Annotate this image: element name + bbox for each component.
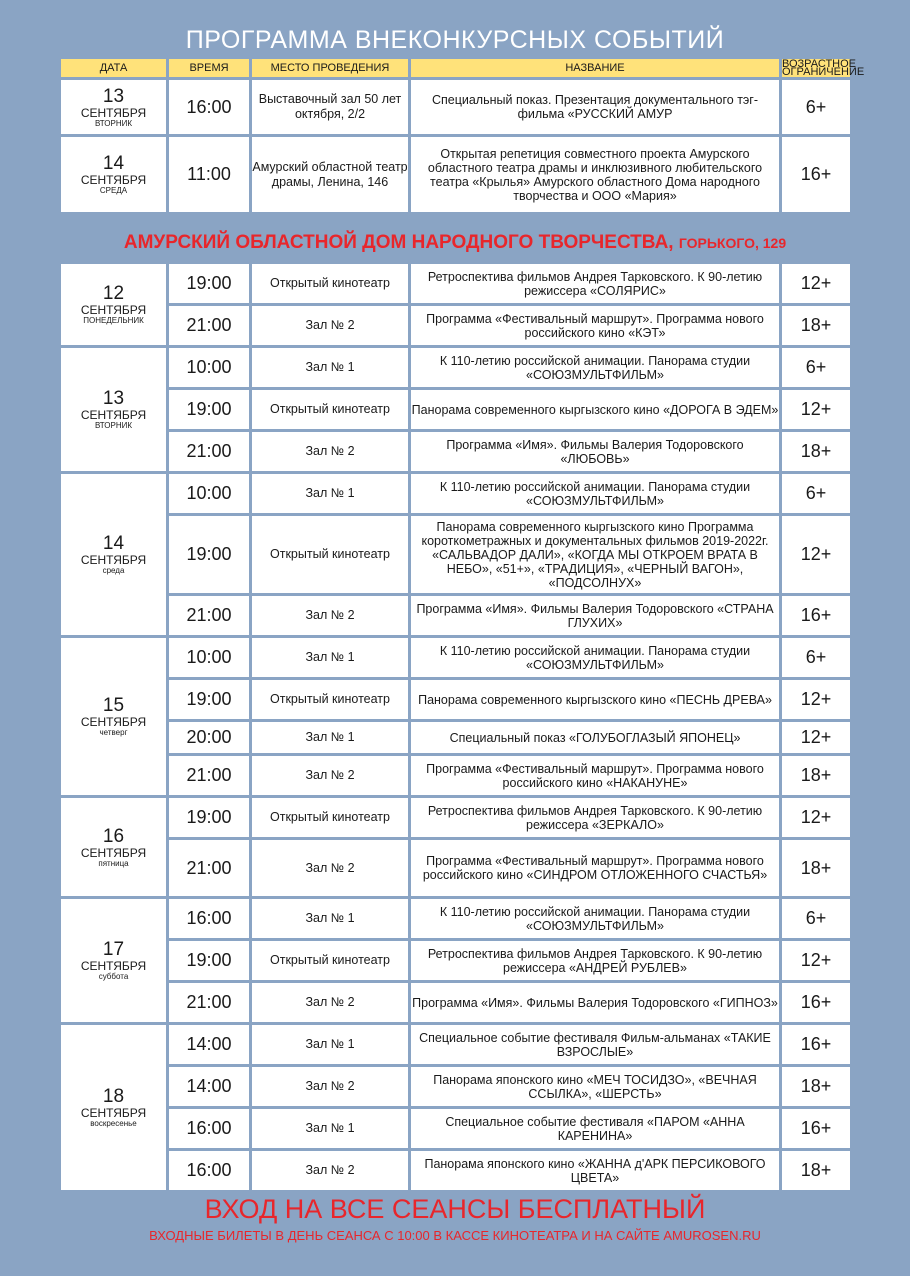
table-row: [61, 596, 850, 635]
date-cell: [61, 798, 166, 896]
top-events-table: [58, 56, 865, 215]
event-age: 6+: [782, 474, 850, 513]
event-venue: Зал № 2: [252, 306, 408, 345]
date-cell: [61, 899, 166, 1022]
date-month: СЕНТЯБРЯ: [80, 553, 147, 567]
event-time: 10:00: [169, 474, 249, 513]
event-time: 19:00: [169, 390, 249, 429]
event-age: 12+: [782, 264, 850, 303]
table-row: [61, 941, 850, 980]
event-time: 21:00: [169, 983, 249, 1022]
event-time: 21:00: [169, 432, 249, 471]
date-day: 18: [102, 1086, 125, 1107]
event-name: Панорама японского кино «ЖАННА д'АРК ПЕРСИКОВОГО ЦВЕТА»: [411, 1151, 779, 1190]
event-venue: Зал № 1: [252, 348, 408, 387]
date-weekday: СРЕДА: [99, 186, 128, 195]
section-title: [0, 232, 910, 254]
event-name: Программа «Фестивальный маршрут». Программа нового российского кино «НАКАНУНЕ»: [411, 756, 779, 795]
header-name: НАЗВАНИЕ: [411, 59, 779, 77]
event-time: 16:00: [169, 1109, 249, 1148]
event-name: Программа «Фестивальный маршрут». Программа нового российского кино «КЭТ»: [411, 306, 779, 345]
event-name: Специальное событие фестиваля Фильм-альманах «ТАКИЕ ВЗРОСЛЫЕ»: [411, 1025, 779, 1064]
date-month: СЕНТЯБРЯ: [80, 1106, 147, 1120]
event-age: 6+: [782, 348, 850, 387]
event-name: К 110-летию российской анимации. Панорама студии «СОЮЗМУЛЬТФИЛЬМ»: [411, 638, 779, 677]
event-venue: Зал № 1: [252, 722, 408, 753]
event-name: К 110-летию российской анимации. Панорама студии «СОЮЗМУЛЬТФИЛЬМ»: [411, 899, 779, 938]
date-day: 14: [102, 153, 125, 174]
event-venue: Выставочный зал 50 лет октября, 2/2: [252, 80, 408, 134]
event-venue: Амурский областной театр драмы, Ленина, 146: [252, 137, 408, 212]
table-row: [61, 516, 850, 593]
date-weekday: четверг: [99, 728, 128, 737]
event-time: 14:00: [169, 1025, 249, 1064]
date-month: СЕНТЯБРЯ: [80, 408, 147, 422]
event-name: Панорама современного кыргызского кино «ПЕСНЬ ДРЕВА»: [411, 680, 779, 719]
event-venue: Зал № 2: [252, 840, 408, 896]
date-weekday: суббота: [98, 972, 129, 981]
event-venue: Открытый кинотеатр: [252, 264, 408, 303]
table-row: [61, 680, 850, 719]
date-cell: [61, 348, 166, 471]
table-row: [61, 137, 850, 212]
event-age: 12+: [782, 798, 850, 837]
date-day: 13: [102, 388, 125, 409]
event-age: 6+: [782, 899, 850, 938]
ticket-info: ВХОДНЫЕ БИЛЕТЫ В ДЕНЬ СЕАНСА С 10:00 В КАССЕ КИНОТЕАТРА И НА САЙТЕ AMUROSEN.RU: [149, 1228, 761, 1243]
date-weekday: пятница: [98, 858, 129, 868]
date-day: 15: [102, 695, 125, 716]
date-month: СЕНТЯБРЯ: [80, 845, 147, 860]
table-row: [61, 1067, 850, 1106]
event-time: 11:00: [169, 137, 249, 212]
event-age: 16+: [782, 1025, 850, 1064]
event-venue: Зал № 2: [252, 983, 408, 1022]
date-cell: [61, 80, 166, 134]
date-cell: [61, 474, 166, 635]
date-day: 12: [102, 283, 125, 304]
event-name: Специальное событие фестиваля «ПАРОМ «АННА КАРЕНИНА»: [411, 1109, 779, 1148]
event-name: К 110-летию российской анимации. Панорама студии «СОЮЗМУЛЬТФИЛЬМ»: [411, 348, 779, 387]
event-name: Открытая репетиция совместного проекта Амурского областного театра драмы и инклюзивного любительского театра «Крылья» Амурского областного Дома народного творчества и ООО «Мария»: [411, 137, 779, 212]
date-day: 13: [102, 85, 125, 107]
event-time: 21:00: [169, 756, 249, 795]
table-row: [61, 432, 850, 471]
header-venue: МЕСТО ПРОВЕДЕНИЯ: [252, 59, 408, 77]
event-time: 10:00: [169, 638, 249, 677]
table-row: [61, 899, 850, 938]
table-row: [61, 474, 850, 513]
event-venue: Зал № 2: [252, 1067, 408, 1106]
date-cell: [61, 1025, 166, 1190]
event-name: Панорама японского кино «МЕЧ ТОСИДЗО», «ВЕЧНАЯ ССЫЛКА», «ШЕРСТЬ»: [411, 1067, 779, 1106]
event-venue: Зал № 2: [252, 432, 408, 471]
event-age: 6+: [782, 638, 850, 677]
event-name: Ретроспектива фильмов Андрея Тарковского. К 90-летию режиссера «АНДРЕЙ РУБЛЕВ»: [411, 941, 779, 980]
event-venue: Зал № 1: [252, 474, 408, 513]
event-venue: Открытый кинотеатр: [252, 516, 408, 593]
event-venue: Зал № 2: [252, 1151, 408, 1190]
event-time: 19:00: [169, 516, 249, 593]
date-weekday: воскресенье: [90, 1119, 137, 1128]
event-time: 19:00: [169, 798, 249, 837]
event-age: 18+: [782, 1151, 850, 1190]
header-time: ВРЕМЯ: [169, 59, 249, 77]
date-month: СЕНТЯБРЯ: [80, 715, 147, 729]
header-age: ВОЗРАСТНОЕ ОГРАНИЧЕНИЕ: [782, 58, 865, 78]
table-row: [61, 264, 850, 303]
section-name: АМУРСКИЙ ОБЛАСТНОЙ ДОМ НАРОДНОГО ТВОРЧЕСТВА,: [123, 232, 674, 253]
event-time: 21:00: [169, 306, 249, 345]
event-age: 12+: [782, 680, 850, 719]
table-row: [61, 1151, 850, 1190]
event-name: Ретроспектива фильмов Андрея Тарковского. К 90-летию режиссера «СОЛЯРИС»: [411, 264, 779, 303]
table-row: [61, 638, 850, 677]
event-venue: Зал № 2: [252, 596, 408, 635]
event-venue: Зал № 1: [252, 899, 408, 938]
date-weekday: ВТОРНИК: [94, 421, 133, 430]
event-name: Программа «Фестивальный маршрут». Программа нового российского кино «СИНДРОМ ОТЛОЖЕННОГО СЧАСТЬЯ»: [411, 840, 779, 896]
table-row: [61, 983, 850, 1022]
event-age: 12+: [782, 516, 850, 593]
date-day: 17: [102, 939, 125, 960]
event-age: 18+: [782, 840, 850, 896]
table-row: [61, 306, 850, 345]
date-month: СЕНТЯБРЯ: [80, 303, 147, 317]
table-row: [61, 756, 850, 795]
event-name: Ретроспектива фильмов Андрея Тарковского. К 90-летию режиссера «ЗЕРКАЛО»: [411, 798, 779, 837]
header-date: ДАТА: [61, 59, 166, 77]
event-venue: Открытый кинотеатр: [252, 390, 408, 429]
table-row: [61, 840, 850, 896]
event-name: Программа «Имя». Фильмы Валерия Тодоровского «ГИПНОЗ»: [411, 983, 779, 1022]
event-age: 16+: [782, 137, 850, 212]
table-row: [61, 390, 850, 429]
event-venue: Открытый кинотеатр: [252, 680, 408, 719]
date-cell: [61, 137, 166, 212]
event-age: 16+: [782, 596, 850, 635]
event-time: 16:00: [169, 1151, 249, 1190]
event-time: 16:00: [169, 899, 249, 938]
event-name: Специальный показ. Презентация документального тэг-фильма «РУССКИЙ АМУР: [411, 80, 779, 134]
table-row: [61, 1109, 850, 1148]
date-cell: [61, 638, 166, 795]
event-time: 10:00: [169, 348, 249, 387]
event-name: Панорама современного кыргызского кино «ДОРОГА В ЭДЕМ»: [411, 390, 779, 429]
date-month: СЕНТЯБРЯ: [80, 173, 147, 187]
free-entry-notice: ВХОД НА ВСЕ СЕАНСЫ БЕСПЛАТНЫЙ: [204, 1194, 706, 1224]
event-time: 20:00: [169, 722, 249, 753]
event-age: 6+: [782, 80, 850, 134]
event-time: 19:00: [169, 264, 249, 303]
event-time: 19:00: [169, 680, 249, 719]
date-month: СЕНТЯБРЯ: [80, 959, 147, 973]
date-weekday: ВТОРНИК: [94, 118, 133, 128]
event-name: К 110-летию российской анимации. Панорама студии «СОЮЗМУЛЬТФИЛЬМ»: [411, 474, 779, 513]
event-venue: Зал № 1: [252, 1109, 408, 1148]
event-time: 21:00: [169, 840, 249, 896]
event-time: 21:00: [169, 596, 249, 635]
event-name: Панорама современного кыргызского кино Программа короткометражных и документальных фильмов 2019-2022г. «САЛЬВАДОР ДАЛИ», «КОГДА МЫ ОТКРОЕМ ВРАТА В НЕБО», «51+», «ТРАДИЦИЯ», «ЧЕРНЫЙ ВАГОН», «ПОДСОЛНУХ»: [411, 516, 779, 593]
event-age: 16+: [782, 983, 850, 1022]
event-age: 12+: [782, 390, 850, 429]
event-name: Специальный показ «ГОЛУБОГЛАЗЫЙ ЯПОНЕЦ»: [411, 722, 779, 753]
event-name: Программа «Имя». Фильмы Валерия Тодоровского «СТРАНА ГЛУХИХ»: [411, 596, 779, 635]
date-day: 16: [102, 825, 125, 847]
date-weekday: среда: [102, 566, 125, 575]
table-row: [61, 348, 850, 387]
table-row: [61, 80, 850, 134]
event-age: 18+: [782, 756, 850, 795]
event-time: 16:00: [169, 80, 249, 134]
table-row: [61, 722, 850, 753]
event-age: 12+: [782, 941, 850, 980]
event-venue: Зал № 2: [252, 756, 408, 795]
event-time: 14:00: [169, 1067, 249, 1106]
event-age: 18+: [782, 432, 850, 471]
date-month: СЕНТЯБРЯ: [80, 105, 147, 120]
table-row: [61, 1025, 850, 1064]
event-venue: Открытый кинотеатр: [252, 798, 408, 837]
event-age: 18+: [782, 1067, 850, 1106]
event-age: 12+: [782, 722, 850, 753]
event-age: 16+: [782, 1109, 850, 1148]
event-time: 19:00: [169, 941, 249, 980]
event-venue: Зал № 1: [252, 638, 408, 677]
event-name: Программа «Имя». Фильмы Валерия Тодоровского «ЛЮБОВЬ»: [411, 432, 779, 471]
schedule-table: [58, 261, 853, 1193]
event-venue: Зал № 1: [252, 1025, 408, 1064]
page-title: ПРОГРАММА ВНЕКОНКУРСНЫХ СОБЫТИЙ: [185, 26, 725, 54]
event-venue: Открытый кинотеатр: [252, 941, 408, 980]
event-age: 18+: [782, 306, 850, 345]
date-cell: [61, 264, 166, 345]
table-row: [61, 798, 850, 837]
section-address: ГОРЬКОГО, 129: [678, 235, 787, 251]
date-day: 14: [102, 533, 125, 554]
date-weekday: ПОНЕДЕЛЬНИК: [83, 316, 144, 325]
